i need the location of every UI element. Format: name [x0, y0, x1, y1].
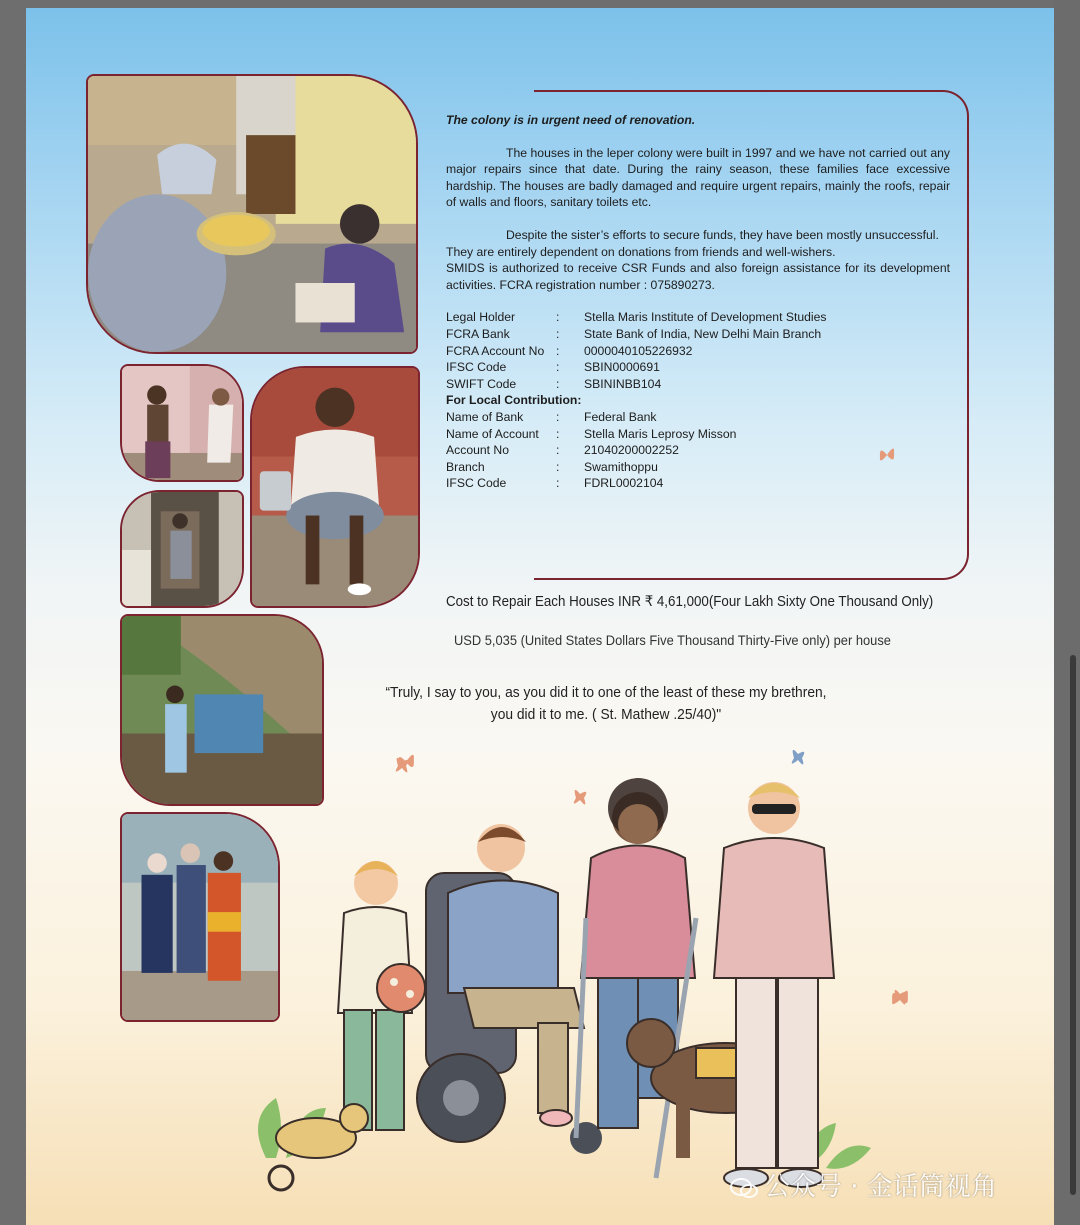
photo-elderly-man-seated	[250, 366, 420, 608]
detail-value: FDRL0002104	[584, 476, 664, 491]
detail-value: Stella Maris Leprosy Misson	[584, 426, 737, 441]
detail-value: 21040200002252	[584, 443, 679, 458]
fcra-bank-details: Legal Holder : Stella Maris Institute of Development Studies FCRA Bank : State Bank of India, New Delhi Main Branch FCRA Account No : 0000040105226932 IFSC Code : SBIN0000691 SWIFT Code : SBININBB104	[446, 309, 950, 392]
document-page	[26, 8, 1054, 1225]
wechat-icon	[730, 1177, 758, 1199]
detail-label: FCRA Account No	[446, 343, 545, 358]
quote-line-2: you did it to me. ( St. Mathew .25/40)"	[490, 706, 722, 723]
detail-label: Name of Account	[446, 426, 539, 441]
local-bank-details: Name of Bank : Federal Bank Name of Account : Stella Maris Leprosy Misson Account No : 21040200002252 Branch : Swamithoppu IFSC Code : FDRL0002104	[446, 409, 950, 492]
detail-value: Stella Maris Institute of Development Studies	[584, 310, 827, 325]
bible-quote	[376, 682, 836, 726]
repairs-paragraph: The houses in the leper colony were built in 1997 and we have not carried out any major repairs since that date. During the rainy season, these families face excessive hardship. The houses are badly damaged and require urgent repairs, mainly the roofs, repair of walls and floors, sanitary toilets etc.	[446, 145, 950, 210]
detail-value: 0000040105226932	[584, 343, 693, 358]
detail-label: IFSC Code	[446, 476, 507, 491]
detail-value: Federal Bank	[584, 409, 657, 424]
butterfly-icon	[792, 750, 805, 765]
detail-label: Account No	[446, 443, 510, 458]
scrollbar-track[interactable]	[1054, 0, 1080, 1225]
watermark-text: 公众号 · 金话筒视角	[764, 1172, 997, 1202]
funding-line-1: Despite the sister’s efforts to secure funds, they have been mostly unsuccessful.	[506, 227, 939, 242]
scrollbar-thumb[interactable]	[1070, 655, 1076, 1195]
detail-value: SBIN0000691	[584, 360, 660, 375]
detail-label: IFSC Code	[446, 360, 507, 375]
detail-label: FCRA Bank	[446, 326, 510, 341]
photo-person-receiving	[120, 364, 244, 482]
detail-label: Name of Bank	[446, 409, 524, 424]
cost-per-house-usd: USD 5,035 (United States Dollars Five Thousand Thirty-Five only) per house	[454, 632, 891, 648]
butterfly-icon	[890, 988, 910, 1008]
boy-with-ball	[338, 861, 425, 1130]
cost-per-house-inr: Cost to Repair Each Houses INR ₹ 4,61,000(Four Lakh Sixty One Thousand Only)	[446, 594, 934, 610]
funding-line-2: They are entirely dependent on donations from friends and well-wishers.	[446, 244, 836, 259]
detail-value: Swamithoppu	[584, 459, 658, 474]
detail-value: SBININBB104	[584, 376, 662, 391]
detail-label: Branch	[446, 459, 485, 474]
detail-label: SWIFT Code	[446, 376, 517, 391]
urgent-heading: The colony is in urgent need of renovation.	[446, 113, 696, 127]
photo-house-interior	[120, 490, 244, 608]
butterfly-icon	[878, 446, 896, 464]
photo-nun-serving-food	[86, 74, 418, 354]
butterfly-icon	[396, 752, 416, 772]
quote-line-1: “Truly, I say to you, as you did it to one of the least of these my brethren,	[385, 684, 827, 701]
detail-label: Legal Holder	[446, 310, 516, 325]
man-in-wheelchair	[417, 824, 602, 1154]
detail-value: State Bank of India, New Delhi Main Branch	[584, 326, 822, 341]
local-contribution-title: For Local Contribution:	[446, 393, 582, 408]
illustration-diverse-people	[226, 738, 946, 1225]
man-with-sunglasses	[714, 782, 834, 1187]
funding-line-3: SMIDS is authorized to receive CSR Funds and also foreign assistance for its development activities. FCRA registration number : 075890273.	[446, 261, 950, 292]
info-section	[446, 112, 950, 492]
watermark	[730, 1166, 997, 1203]
